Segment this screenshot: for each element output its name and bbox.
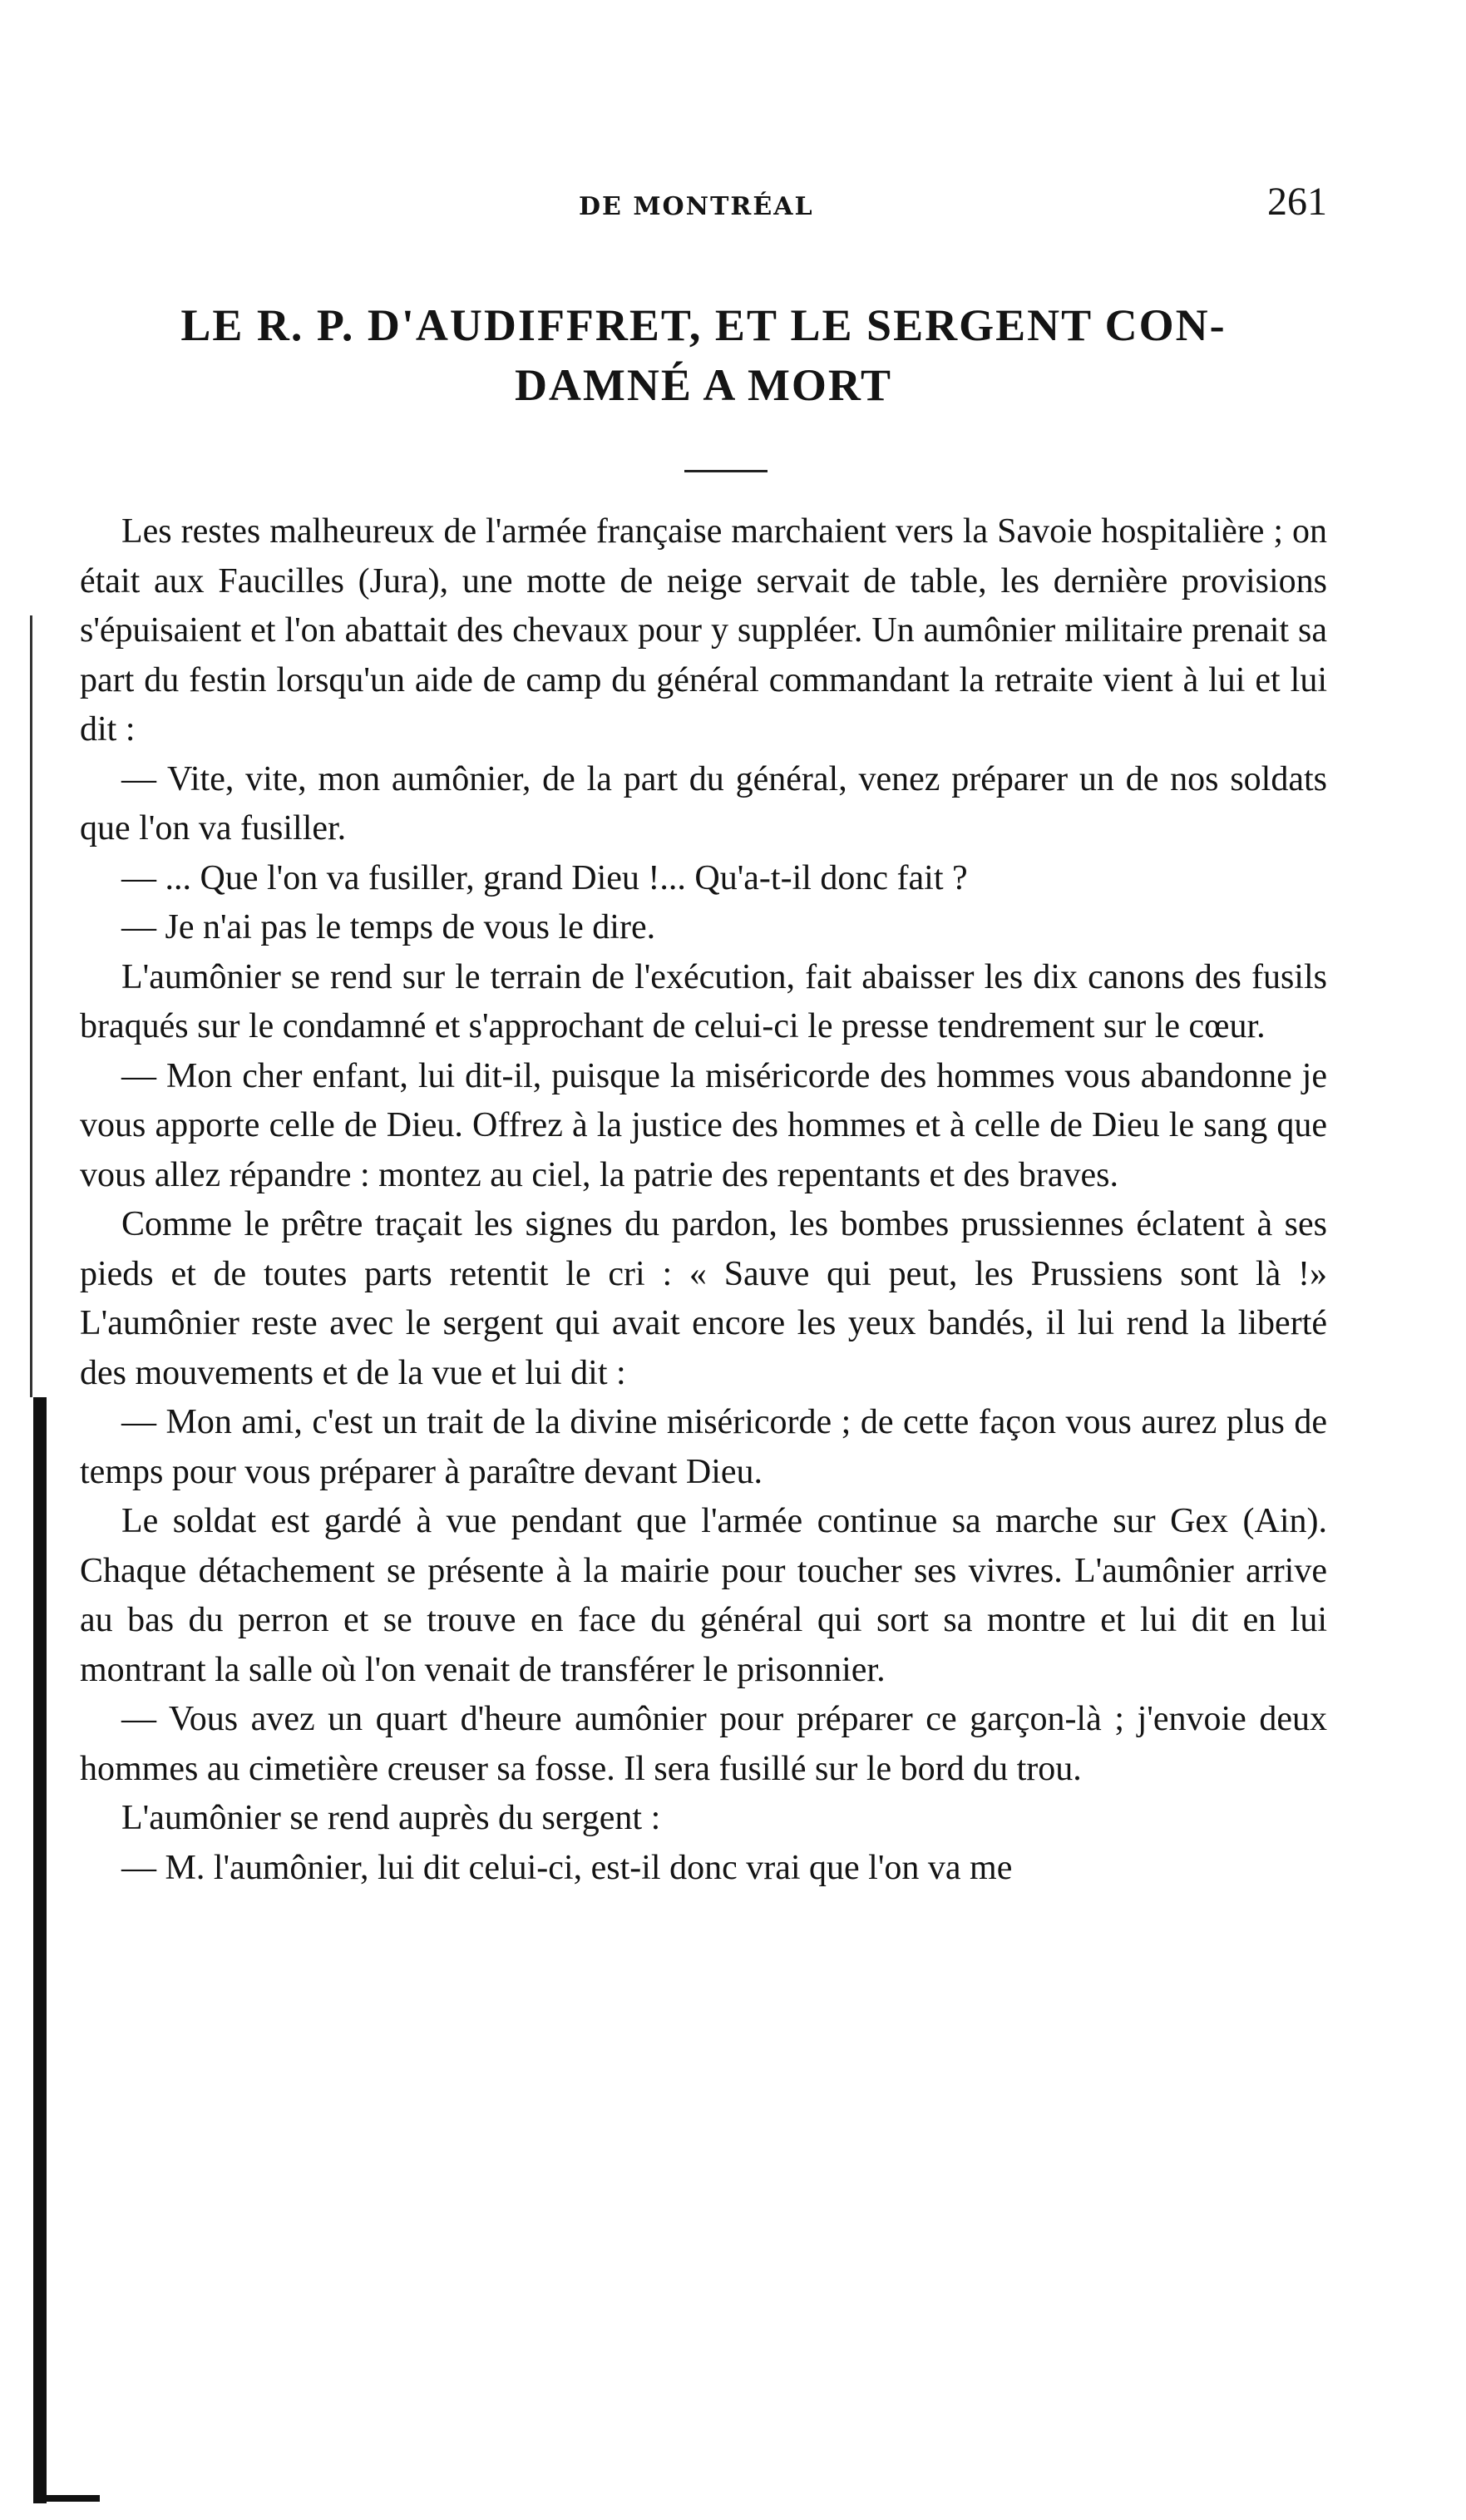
chapter-title-line-1: LE R. P. D'AUDIFFRET, ET LE SERGENT CON-	[180, 300, 1227, 350]
title-rule	[684, 470, 768, 472]
binding-edge	[33, 1397, 47, 2503]
paragraph-5: L'aumônier se rend sur le terrain de l'exécution, fait abaisser les dix canons des fusils braqués sur le condamné et s'approchant de celui-ci le presse tendrement sur le cœur.	[80, 957, 1327, 1045]
binding-edge-thin	[30, 615, 32, 1397]
binding-foot	[33, 2495, 100, 2502]
paragraph-8: — Mon ami, c'est un trait de la divine miséricorde ; de cette façon vous aurez plus de temps pour vous préparer à paraître devant Dieu.	[80, 1403, 1327, 1491]
body-text	[80, 507, 1327, 1893]
paragraph-1: Les restes malheureux de l'armée française marchaient vers la Savoie hospitalière ; on était aux Faucilles (Jura), une motte de neige servait de table, les dernière provisions s'épuisaient et l'on abattait des chevaux pour y suppléer. Un aumônier militaire prenait sa part du festin lorsqu'un aide de camp du général commandant la retraite vient à lui et lui dit :	[80, 512, 1327, 749]
paragraph-3: — ... Que l'on va fusiller, grand Dieu !... Qu'a-t-il donc fait ?	[121, 858, 968, 897]
paragraph-10: — Vous avez un quart d'heure aumônier pour préparer ce garçon-là ; j'envoie deux hommes au cimetière creuser sa fosse. Il sera fusillé sur le bord du trou.	[80, 1700, 1327, 1788]
paragraph-2: — Vite, vite, mon aumônier, de la part du général, venez préparer un de nos soldats que l'on va fusiller.	[80, 759, 1327, 847]
paragraph-4: — Je n'ai pas le temps de vous le dire.	[121, 908, 656, 946]
page-header	[80, 179, 1327, 229]
paragraph-11: L'aumônier se rend auprès du sergent :	[121, 1799, 661, 1837]
chapter-title-line-2: DAMNÉ A MORT	[514, 360, 893, 410]
running-head: DE MONTRÉAL	[579, 192, 814, 221]
paragraph-7: Comme le prêtre traçait les signes du pardon, les bombes prussiennes éclatent à ses pieds et de toutes parts retentit le cri : « Sauve qui peut, les Prussiens sont là !» L'aumônier reste avec le sergent qui avait encore les yeux bandés, il lui rend la liberté des mouvements et de la vue et lui dit :	[80, 1205, 1327, 1392]
paragraph-6: — Mon cher enfant, lui dit-il, puisque la miséricorde des hommes vous abandonne je vous apporte celle de Dieu. Offrez à la justice des hommes et à celle de Dieu le sang que vous allez répandre : montez au ciel, la patrie des repentants et des braves.	[80, 1056, 1327, 1194]
chapter-title	[80, 295, 1327, 415]
paragraph-12: — M. l'aumônier, lui dit celui-ci, est-il donc vrai que l'on va me	[121, 1848, 1013, 1887]
page-number: 261	[1267, 180, 1327, 224]
paragraph-9: Le soldat est gardé à vue pendant que l'armée continue sa marche sur Gex (Ain). Chaque détachement se présente à la mairie pour toucher ses vivres. L'aumônier arrive au bas du perron et se trouve en face du général qui sort sa montre et lui dit en lui montrant la salle où l'on venait de transférer le prisonnier.	[80, 1502, 1327, 1689]
